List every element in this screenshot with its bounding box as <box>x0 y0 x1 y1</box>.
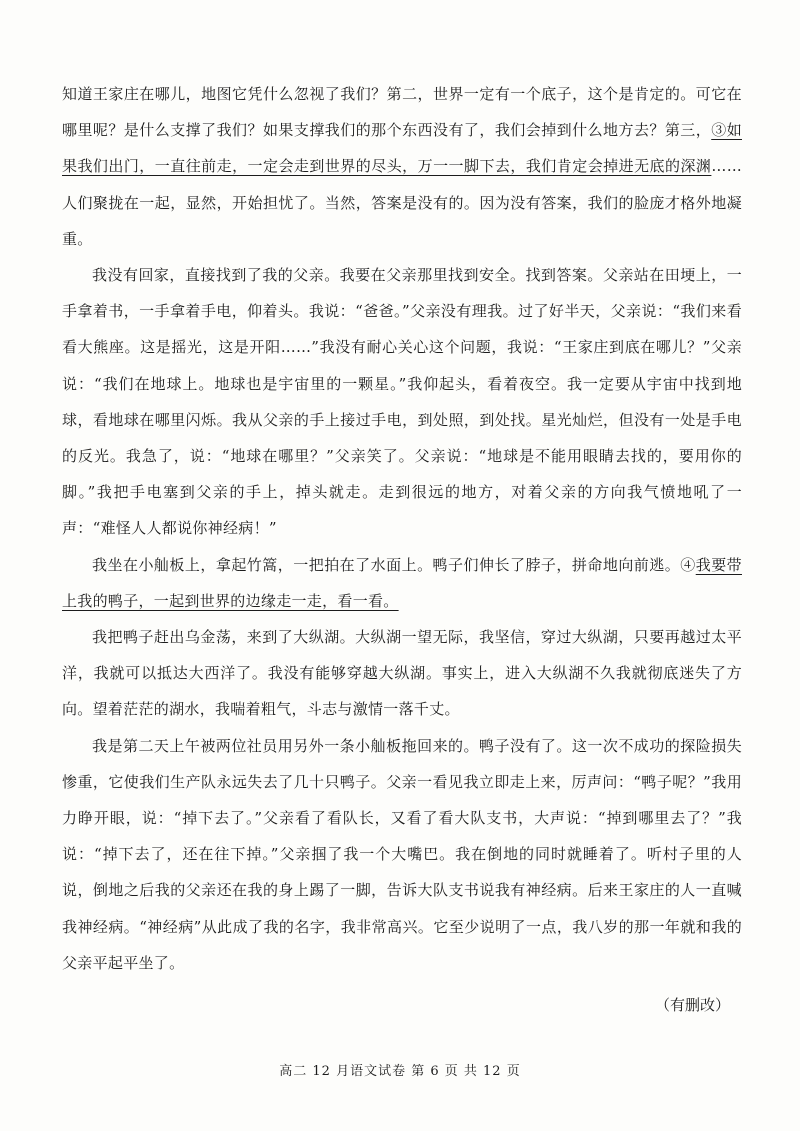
paragraph-3-lead: 我坐在小舢板上，拿起竹篙，一把拍在了水面上。鸭子们伸长了脖子，拼命地向前逃。④ <box>92 555 696 574</box>
paragraph-5: 我是第二天上午被两位社员用另外一条小舢板拖回来的。鸭子没有了。这一次不成功的探险损失惨重，它使我们生产队永远失去了几十只鸭子。父亲一看见我立即走上来，厉声问：“鸭子呢？”我用力睁开眼，说：“掉下去了。”父亲看了看队长，又看了看大队支书，大声说：“掉到哪里去了？”我说：“掉下去了，还在往下掉。”父亲掴了我一个大嘴巴。我在倒地的同时就睡着了。听村子里的人说，倒地之后我的父亲还在我的身上踢了一脚，告诉大队支书说我有神经病。后来王家庄的人一直喊我神经病。“神经病”从此成了我的名字，我非常高兴。它至少说明了一点，我八岁的那一年就和我的父亲平起平坐了。 <box>62 736 742 972</box>
paragraph-4: 我把鸭子赶出乌金荡，来到了大纵湖。大纵湖一望无际，我坚信，穿过大纵湖，只要再越过太平洋，我就可以抵达大西洋了。我没有能够穿越大纵湖。事实上，进入大纵湖不久我就彻底迷失了方向。望着茫茫的湖水，我喘着粗气，斗志与激情一落千丈。 <box>62 628 742 719</box>
source-note: （有删改） <box>654 996 730 1014</box>
paragraph-1-lead: 知道王家庄在哪儿，地图它凭什么忽视了我们？第二，世界一定有一个底子，这个是肯定的。可它在哪里呢？是什么支撑了我们？如果支撑我们的那个东西没有了，我们会掉到什么地方去？第三， <box>62 85 742 140</box>
underlined-sentence-3: ③如果我们出门，一直往前走，一定会走到世界的尽头，万一一脚下去，我们肯定会掉进无底的深渊 <box>62 121 742 176</box>
paragraph-1-tail: …… 人们聚拢在一起，显然，开始担忧了。当然，答案是没有的。因为没有答案，我们的脸庞才格外地凝重。 <box>62 157 742 248</box>
paragraph-2: 我没有回家，直接找到了我的父亲。我要在父亲那里找到安全。找到答案。父亲站在田埂上，一手拿着书，一手拿着手电，仰着头。我说：“爸爸。”父亲没有理我。过了好半天，父亲说：“我们来看看大熊座。这是摇光，这是开阳……”我没有耐心关心这个问题，我说：“王家庄到底在哪儿？”父亲说：“我们在地球上。地球也是宇宙里的一颗星。”我仰起头，看着夜空。我一定要从宇宙中找到地球，看地球在哪里闪烁。我从父亲的手上接过手电，到处照，到处找。星光灿烂，但没有一处是手电的反光。我急了，说：“地球在哪里？”父亲笑了。父亲说：“地球是不能用眼睛去找的，要用你的脚。”我把手电塞到父亲的手上，掉头就走。走到很远的地方，对着父亲的方向我气愤地吼了一声：“难怪人人都说你神经病！” <box>62 266 742 538</box>
paragraph-1 <box>62 76 742 257</box>
page-footer: 高二 12 月语文试卷 第 6 页 共 12 页 <box>279 1064 521 1079</box>
paragraph-3 <box>62 547 742 619</box>
passage-body <box>62 76 742 981</box>
underlined-sentence-4: 我要带上我的鸭子，一起到世界的边缘走一走，看一看。 <box>62 555 742 610</box>
